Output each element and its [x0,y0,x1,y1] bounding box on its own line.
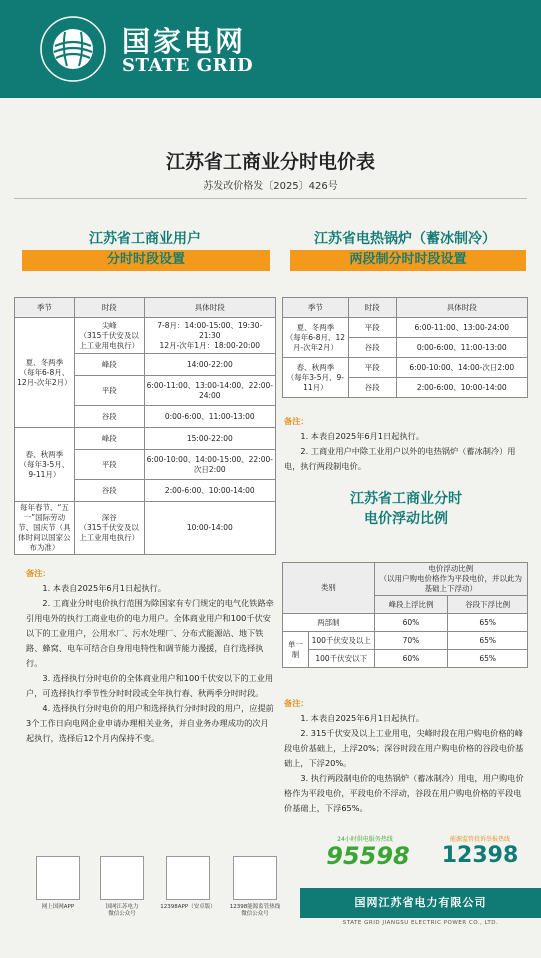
header-time: 具体时段 [396,298,527,318]
right-section-title: 江苏省电热锅炉（蓄冰制冷） [314,231,496,247]
time-flat-spring: 6:00-10:00、14:00-15:00、22:00-次日2:00 [144,450,275,480]
document-number: 苏发改价格发〔2025〕426号 [203,181,338,192]
two-part-down: 65% [448,614,528,632]
float-ratio-table [282,562,528,668]
brand-name-cn: 国家电网 [122,25,247,58]
header-period: 时段 [74,298,144,318]
below-100-down: 65% [448,650,528,668]
qr-label: 网上国网APP [41,904,75,910]
header-ratio: 电价浮动比例 （以用户购电价格作为平段电价，并以此为基础上下浮动） [374,563,527,596]
time-valley-spring: 2:00-6:00、10:00-14:00 [396,378,527,398]
header-season: 季节 [15,298,75,318]
left-section-subtitle: 分时时段设置 [22,250,270,271]
note-item: 2. 315千伏安及以上工业用电，尖峰时段在用户购电价格的峰段电价基础上，上浮20%；深谷时段在用户购电价格的谷段电价基础上，下浮20%。 [284,728,524,768]
time-valley-summer: 0:00-6:00、11:00-13:00 [396,338,527,358]
header-period: 时段 [348,298,396,318]
header-down: 谷段下浮比例 [448,596,528,614]
note-item: 4. 选择执行分时电价的用户和选择执行分时时段的用户，应提前3个工作日向电网企业申请办理相关业务，并自业务办理成功的次月起执行，选择后12个月内保持不变。 [26,703,274,743]
divider [14,198,527,199]
notes-heading: 备注： [284,416,309,426]
note-item: 2. 工商业分时电价执行范围为除国家有专门规定的电气化铁路牵引用电外的执行工商业电价的电力用户。全体商业用户和100千伏安以下的工业用户，公用水厂、污水处理厂、分布式能源站、地下铁路、蜂窝、电车可结合自身用电特性和调节能力漫援，自行选择执行。 [26,598,274,668]
notes-heading: 备注： [26,568,51,578]
period-peak-spring: 峰段 [74,428,144,450]
state-grid-logo-icon [40,16,106,82]
below-100-up: 60% [374,650,448,668]
two-part-up: 60% [374,614,448,632]
time-flat-summer: 6:00-11:00、13:00-24:00 [396,318,527,338]
above-100-up: 70% [374,632,448,650]
season-spring: 春、秋两季 （每年3-5月、9-11月） [283,358,349,398]
header-time: 具体时段 [144,298,275,318]
period-deep-valley: 深谷 （315千伏安及以上工业用电执行） [74,502,144,555]
float-section-title: 江苏省工商业分时 [350,491,462,507]
note-item: 1. 本表自2025年6月1日起执行。 [42,583,166,593]
row-single-part: 单一制 [283,632,309,668]
time-deep-valley: 10:00-14:00 [144,502,275,555]
period-valley-spring: 谷段 [348,378,396,398]
time-peak-summer: 14:00-22:00 [144,354,275,376]
note-item: 3. 执行两段制电价的电热锅炉（蓄冰制冷）用电，用户购电价格作为平段电价，平段电价不浮动，谷段在用户购电价格的平段电价基础上，下浮65%。 [284,773,524,813]
note-item: 2. 工商业用户中除工业用户以外的电热锅炉（蓄冰制冷）用电，执行两段制电价。 [284,446,516,471]
qr-label: 国网江苏电力 微信公众号 [105,904,139,917]
page-title: 江苏省工商业分时电价表 [165,151,375,173]
season-summer: 夏、冬两季 （每年6-8月、12月-次年2月） [15,318,75,428]
right-tou-table [282,297,528,398]
qr-code-icon [233,856,277,900]
hotline-slogan: 24小时供电服务热线 [337,836,393,843]
time-flat-summer: 6:00-11:00、13:00-14:00、22:00-24:00 [144,376,275,406]
above-100-down: 65% [448,632,528,650]
season-holiday: 每年春节、“五一”国际劳动节、国庆节（具体时间以国家公布为准） [15,502,75,555]
period-valley: 谷段 [348,338,396,358]
note-item: 3. 选择执行分时电价的全体商业用户和100千伏安以下的工业用户，可选择执行季节性分时时段或全年执行春、秋两季分时时段。 [26,673,274,698]
brand-header [0,0,541,98]
header-up: 峰段上浮比例 [374,596,448,614]
right-notes-2 [284,696,528,816]
row-below-100: 100千伏安以下 [308,650,374,668]
qr-code-icon [36,856,80,900]
note-item: 1. 本表自2025年6月1日起执行。 [300,431,424,441]
qr-code-icon [166,856,210,900]
season-spring: 春、秋两季 （每年3-5月、9-11月） [15,428,75,502]
period-flat-spring: 平段 [348,358,396,378]
time-valley-summer: 0:00-6:00、11:00-13:00 [144,406,275,428]
period-valley-spring: 谷段 [74,480,144,502]
note-item: 1. 本表自2025年6月1日起执行。 [300,713,424,723]
qr-code-icon [100,856,144,900]
period-peak: 峰段 [74,354,144,376]
header-category: 类别 [283,563,375,614]
hotline-slogan: 能源监管投诉举报热线 [449,836,510,843]
brand-name-en: STATE GRID [122,55,254,76]
period-flat: 平段 [74,376,144,406]
time-peak-top: 7-8月：14:00-15:00、19:30-21:30 12月-次年1月：18:00-20:00 [144,318,275,354]
time-peak-spring: 15:00-22:00 [144,428,275,450]
notes-heading: 备注： [284,698,309,708]
qr-label: 12398能源监管热线 微信公众号 [229,904,281,917]
time-valley-spring: 2:00-6:00、10:00-14:00 [144,480,275,502]
row-above-100: 100千伏安及以上 [308,632,374,650]
left-section-title: 江苏省工商业用户 [89,231,201,247]
left-notes [26,566,274,746]
period-peak-top: 尖峰 （315千伏安及以上工业用电执行） [74,318,144,354]
float-section-subtitle: 电价浮动比例 [364,511,448,527]
left-tou-table [14,297,276,555]
period-valley: 谷段 [74,406,144,428]
time-flat-spring: 6:00-10:00、14:00-次日2:00 [396,358,527,378]
header-season: 季节 [283,298,349,318]
season-summer: 夏、冬两季 （每年6-8月、12月-次年2月） [283,318,349,358]
company-name-en: STATE GRID JIANGSU ELECTRIC POWER CO., LTD. [342,920,499,926]
hotline-12398: 12398 [441,843,519,868]
hotline-95598: 95598 [326,842,410,870]
row-two-part: 两部制 [283,614,375,632]
company-name: 国网江苏省电力有限公司 [300,888,541,918]
right-notes [284,414,528,474]
right-section-subtitle: 两段制分时时段设置 [290,250,526,271]
period-flat: 平段 [348,318,396,338]
period-flat-spring: 平段 [74,450,144,480]
qr-label: 12398APP（安卓版） [160,904,216,910]
